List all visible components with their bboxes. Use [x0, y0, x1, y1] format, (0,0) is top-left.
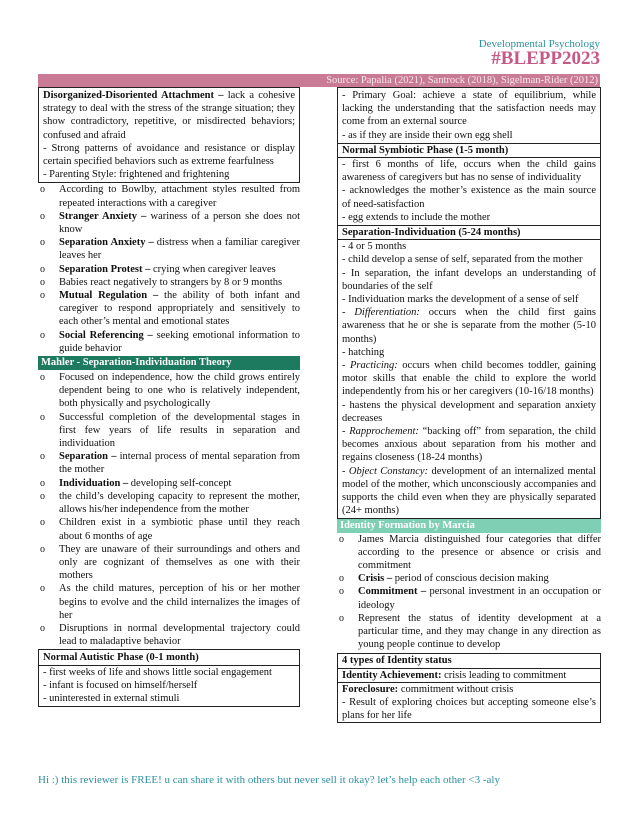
bullet-text: They are unaware of their surroundings and others and only are cognizant of themselves as one with their mothers: [59, 543, 300, 582]
bullet-term: Mutual Regulation –: [59, 290, 159, 302]
bullet-item: [38, 450, 300, 476]
bullet-item: [38, 477, 300, 490]
source-bar: Source: Papalia (2021), Santrock (2018), Sigelman-Rider (2012): [38, 74, 600, 87]
differentiation-text: occurs when the child first gains awareness that he or she is separate from the mother (5-10 months): [342, 307, 596, 345]
right-column: [337, 87, 601, 723]
object-constancy-label: Object Constancy:: [348, 465, 429, 477]
practicing-label: Practicing:: [349, 360, 398, 372]
bullet-item: [337, 572, 601, 585]
bullet-marker-icon: o: [40, 276, 45, 288]
bullet-marker-icon: o: [40, 290, 45, 302]
bullet-text: internal process of mental separation from the mother: [59, 451, 301, 476]
bullet-item: [38, 236, 300, 262]
phases-box: [337, 87, 601, 519]
bullet-text: crying when caregiver leaves: [150, 263, 276, 275]
bullet-text: the child’s developing capacity to represent the mother, allows his/her independence from the mother: [59, 490, 300, 516]
practicing-line: - Practicing: occurs when child becomes toddler, gaining motor skills that enable the child to explore the world independently from his or her caregivers (10-16/18 months): [342, 360, 596, 398]
bullet-item: [38, 582, 300, 622]
rapprochement-text: “backing off” from separation, the child becomes anxious about separation from his mother and regains closeness (18-24 months): [342, 426, 597, 464]
symbiotic-line: - first 6 months of life, occurs when the child gains awareness of caregivers but has no sense of individuality: [342, 159, 596, 184]
bullet-term: Individuation –: [59, 477, 129, 489]
differentiation-line: - Differentiation: occurs when the child first gains awareness that he or she is separate from the mother (5-10 months): [342, 307, 596, 345]
bullet-text: seeking emotional information to guide behavior: [59, 329, 300, 354]
bullet-item: [38, 516, 300, 542]
bullet-text: personal investment in an occupation or ideology: [358, 586, 601, 611]
object-constancy-line: - Object Constancy: development of an internalized mental model of the mother, which unconsciously accompanies and supports the child even when they are physically separated (24+ months): [342, 465, 597, 517]
identity-bullet-list: [337, 533, 601, 652]
bullet-item: [38, 543, 300, 583]
autistic-cont-line: - Primary Goal: achieve a state of equilibrium, while lacking the understanding that the satisfaction needs may come from an external source: [342, 90, 596, 128]
bullet-marker-icon: o: [40, 329, 45, 341]
autistic-line: - infant is focused on himself/herself: [43, 679, 198, 691]
bullet-marker-icon: o: [40, 263, 45, 275]
bullet-marker-icon: o: [40, 184, 45, 196]
practicing-text: occurs when child becomes toddler, gaining motor skills that enable the child to explore the world independently from his or her caregivers (10-16/18 months): [342, 360, 596, 398]
bullet-marker-icon: o: [40, 477, 45, 489]
bullet-item: [38, 263, 300, 276]
foreclosure-text: commitment without crisis: [398, 683, 514, 695]
bullet-text: distress when a familiar caregiver leaves her: [59, 237, 300, 262]
sepind-line: - 4 or 5 months: [342, 241, 407, 253]
bullet-item: [337, 585, 601, 611]
bullet-text: period of conscious decision making: [392, 573, 549, 585]
identity-achievement-row: [338, 669, 600, 683]
bullet-term: Crisis –: [358, 573, 393, 585]
bullet-text: As the child matures, perception of his or her mother begins to evolve and the child internalizes the images of her: [59, 583, 300, 621]
sepind-line: - Individuation marks the development of a sense of self: [342, 294, 579, 306]
bullet-marker-icon: o: [40, 210, 45, 222]
mahler-section-header: Mahler - Separation-Individuation Theory: [38, 356, 300, 370]
bullet-marker-icon: o: [40, 622, 45, 634]
symbiotic-title: Normal Symbiotic Phase (1-5 month): [338, 144, 600, 158]
achievement-label: Identity Achievement:: [342, 669, 442, 681]
bullet-item: [38, 622, 300, 648]
disorganized-line2: - Strong patterns of avoidance and resistance or display certain specified behaviors such as extreme fearfulness: [43, 142, 295, 168]
bullet-marker-icon: o: [40, 543, 45, 555]
header-subject: Developmental Psychology: [478, 38, 600, 50]
bullet-item: [38, 411, 300, 451]
achievement-text: crisis leading to commitment: [441, 669, 567, 681]
rapprochement-line: - Rapprochement: “backing off” from separation, the child becomes anxious about separation from his mother and regains closeness (18-24 months): [342, 426, 597, 464]
bullet-item: [38, 289, 300, 329]
disorganized-title: Disorganized-Disoriented Attachment –: [43, 90, 224, 101]
bullet-item: [38, 276, 300, 289]
autistic-line: - first weeks of life and shows little social engagement: [43, 666, 272, 678]
left-column: [38, 87, 300, 707]
bullet-marker-icon: o: [40, 517, 45, 529]
header-hashtag: #BLEPP2023: [491, 48, 600, 69]
bullet-text: the ability of both infant and caregiver to respond appropriately and sensitively to each other’s mental and emotional states: [59, 290, 300, 328]
bullet-item: [38, 490, 300, 516]
bullet-text: Disruptions in normal developmental trajectory could lead to maladaptive behavior: [59, 622, 300, 648]
mahler-bullet-list: [38, 371, 300, 648]
bullet-marker-icon: o: [40, 583, 45, 595]
bullet-text: wariness of a person she does not know: [59, 210, 300, 236]
bullet-text: According to Bowlby, attachment styles resulted from repeated interactions with a caregiver: [59, 184, 300, 209]
autistic-phase-box: [38, 649, 300, 707]
object-constancy-text: development of an internalized mental model of the mother, which unconsciously accompanies and supports the child even when they are physically separated (24+ months): [342, 465, 597, 517]
bullet-item: [337, 533, 601, 573]
symbiotic-phase: [338, 143, 600, 225]
bullet-marker-icon: o: [40, 237, 45, 249]
identity-status-title: 4 types of Identity status: [338, 654, 600, 668]
bullet-text: Successful completion of the developmental stages in first few years of life results in separation and individuation: [59, 411, 300, 450]
sepind-line: - hastens the physical development and separation anxiety decreases: [342, 399, 596, 424]
rapprochement-label: Rapprochement:: [349, 426, 419, 438]
foreclosure-row: [338, 683, 600, 723]
disorganized-attachment-box: [38, 87, 300, 183]
autistic-continued: [338, 88, 600, 143]
bullet-text: Focused on independence, how the child grows entirely dependent being to one who is relatively independent, both physically and psychologically: [59, 372, 300, 410]
disorganized-text: lack a cohesive strategy to deal with the stress of the strange situation; they show contradictory, repetitive, or misdirected behaviors; confused and afraid: [43, 90, 295, 141]
sepind-line: - In separation, the infant develops an understanding of boundaries of the self: [342, 267, 596, 292]
symbiotic-line: - egg extends to include the mother: [342, 211, 491, 223]
bullet-marker-icon: o: [40, 451, 45, 463]
bullet-term: Separation Anxiety –: [59, 237, 154, 249]
bullet-item: [38, 329, 300, 355]
differentiation-label: Differentiation:: [354, 307, 420, 319]
bullet-text: James Marcia distinguished four categories that differ according to the presence or absence or crisis and commitment: [358, 533, 601, 571]
autistic-line: - uninterested in external stimuli: [43, 692, 180, 704]
bullet-item: [337, 612, 601, 652]
bullet-term: Stranger Anxiety –: [59, 210, 147, 222]
identity-section-header: Identity Formation by Marcia: [337, 519, 601, 533]
bullet-marker-icon: o: [40, 372, 45, 384]
bullet-text: Babies react negatively to strangers by 8 or 9 months: [59, 276, 283, 288]
bullet-text: developing self-concept: [128, 477, 232, 489]
foreclosure-label: Foreclosure:: [342, 683, 399, 695]
sepind-line: - hatching: [342, 346, 385, 358]
bullet-term: Separation –: [59, 451, 117, 463]
symbiotic-line: - acknowledges the mother’s existence as the main source of need-satisfaction: [342, 185, 596, 210]
bullet-marker-icon: o: [339, 533, 344, 545]
bullet-marker-icon: o: [339, 612, 344, 624]
bullet-marker-icon: o: [40, 490, 45, 502]
bullet-item: [38, 183, 300, 209]
bullet-term: Separation Protest –: [59, 263, 151, 275]
bullet-item: [38, 210, 300, 236]
foreclosure-line2: - Result of exploring choices but accepting someone else’s plans for her life: [342, 696, 596, 722]
sepind-line: - child develop a sense of self, separated from the mother: [342, 254, 583, 266]
bullet-item: [38, 371, 300, 411]
disorganized-line3: - Parenting Style: frightened and frightening: [43, 169, 230, 181]
separation-individuation-phase: [338, 225, 600, 517]
bullet-text: Represent the status of identity development at a particular time, and they may change in any direction as young people continue to develop: [358, 612, 601, 651]
identity-status-box: [337, 653, 601, 723]
bullet-marker-icon: o: [40, 411, 45, 423]
autistic-phase-title: Normal Autistic Phase (0-1 month): [39, 651, 299, 665]
footer-note: Hi :) this reviewer is FREE! u can share it with others but never sell it okay? let’s help each other <3 -aly: [38, 774, 500, 786]
bullet-text: Children exist in a symbiotic phase until they reach about 6 months of age: [59, 517, 300, 542]
bullet-marker-icon: o: [339, 573, 344, 585]
bullet-term: Social Referencing –: [59, 329, 153, 341]
attachment-bullet-list: [38, 183, 300, 355]
bullet-marker-icon: o: [339, 586, 344, 598]
autistic-cont-line: - as if they are inside their own egg shell: [342, 129, 513, 141]
bullet-term: Commitment –: [358, 586, 427, 598]
sepind-title: Separation-Individuation (5-24 months): [338, 226, 600, 240]
